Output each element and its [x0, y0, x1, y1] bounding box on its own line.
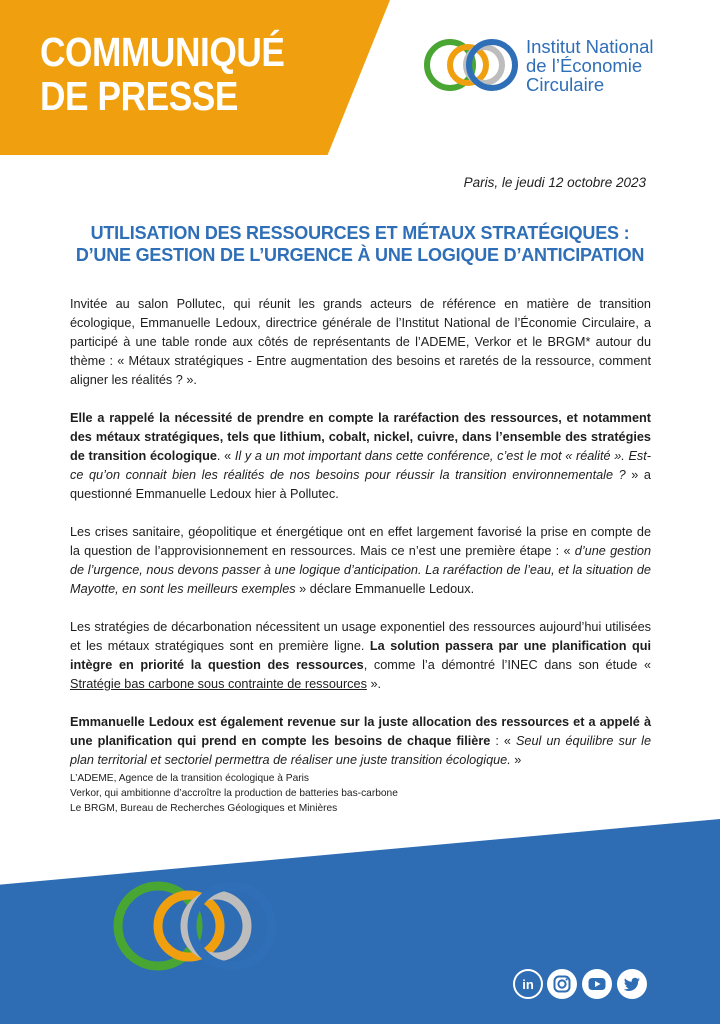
p2-text-b: » a questionné Emmanuelle Ledoux hier à Pollutec. [70, 468, 651, 501]
p5-text-a: : « [490, 734, 516, 748]
press-release-headline [40, 222, 680, 266]
p5-quote: Seul un équilibre sur le plan territorial et sectoriel permettra de réaliser une juste transition écologique. [70, 734, 651, 767]
p4-bold: La solution passera par une planification qui intègre en priorité la question des ressources [70, 639, 651, 672]
headline-line2: D’UNE GESTION DE L’URGENCE À UNE LOGIQUE D’ANTICIPATION [75, 245, 645, 265]
paragraph-allocation [70, 713, 651, 770]
logo-line3: Circulaire [526, 74, 605, 95]
p4-text-a: Les stratégies de décarbonation nécessitent un usage exponentiel des ressources aujourd’hui utilisées et les métaux stratégiques sont en première ligne. [70, 620, 651, 653]
header-title [40, 30, 284, 118]
twitter-icon[interactable] [616, 968, 648, 1000]
instagram-icon[interactable] [546, 968, 578, 1000]
dateline: Paris, le jeudi 12 octobre 2023 [463, 175, 646, 190]
footnote-brgm: Le BRGM, Bureau de Recherches Géologiques et Minières [70, 803, 338, 814]
paragraph-intro [70, 295, 651, 390]
youtube-icon[interactable] [581, 968, 613, 1000]
logo-line1: Institut National [526, 36, 654, 57]
header-title-line2: DE PRESSE [40, 73, 238, 119]
study-link[interactable]: Stratégie bas carbone sous contrainte de ressources [70, 677, 367, 691]
press-release-body [70, 295, 651, 789]
svg-text:in: in [522, 977, 534, 992]
p5-text-b: » [510, 753, 522, 767]
footnotes [70, 771, 398, 816]
headline-line1: UTILISATION DES RESSOURCES ET MÉTAUX STRATÉGIQUES : [90, 223, 630, 243]
footer-logo-rings [112, 866, 282, 986]
p3-quote: d’une gestion de l’urgence, nous devons passer à une logique d’anticipation. La raréfaction de l’eau, et la situation de Mayotte, en sont les meilleurs exemples [70, 544, 652, 596]
p3-text-a: Les crises sanitaire, géopolitique et énergétique ont en effet largement favorisé la prise en compte de la question de l’approvisionnement en ressources. Mais ce n’est une première étape : « [70, 525, 651, 558]
paragraph-crises [70, 523, 651, 599]
header-title-line1: COMMUNIQUÉ [40, 29, 285, 75]
p4-text-b: , comme l’a démontré l’INEC dans son étude « [363, 658, 651, 672]
p2-quote: Il y a un mot important dans cette conférence, c’est le mot « réalité ». Est-ce qu’on connait bien les réalités de nos besoins pour réussir la transition environnementale ? [70, 449, 652, 482]
p2-bold: Elle a rappelé la nécessité de prendre en compte la raréfaction des ressources, et notamment des métaux stratégiques, tels que lithium, cobalt, nickel, cuivre, dans l’ensemble des stratégies de transition écologique [70, 411, 651, 463]
paragraph-resources [70, 409, 651, 504]
inec-logo-text [526, 37, 654, 94]
footnote-verkor: Verkor, qui ambitionne d’accroître la production de batteries bas-carbone [70, 788, 398, 799]
p2-text-a: . « [216, 449, 235, 463]
p4-text-c: ». [366, 677, 382, 691]
footnote-ademe: L’ADEME, Agence de la transition écologique à Paris [70, 773, 309, 784]
inec-logo-rings [424, 30, 520, 100]
p3-text-b: » déclare Emmanuelle Ledoux. [295, 582, 475, 596]
p1-text: Invitée au salon Pollutec, qui réunit les grands acteurs de référence en matière de transition écologique, Emmanuelle Ledoux, directrice générale de l’Institut National de l’Économie Circulaire, a participé à une table ronde aux côtés de représentants de l’ADEME, Verkor et le BRGM* autour du thème : « Métaux stratégiques - Entre augmentation des besoins et raretés de la ressource, comment aligner les réalités ? ». [70, 297, 651, 387]
logo-line2: de l’Économie [526, 55, 643, 76]
paragraph-decarbonation [70, 618, 651, 694]
p5-bold: Emmanuelle Ledoux est également revenue sur la juste allocation des ressources et a appelé à une planification qui prend en compte les besoins de chaque filière [70, 715, 651, 748]
linkedin-icon[interactable] [512, 968, 544, 1000]
